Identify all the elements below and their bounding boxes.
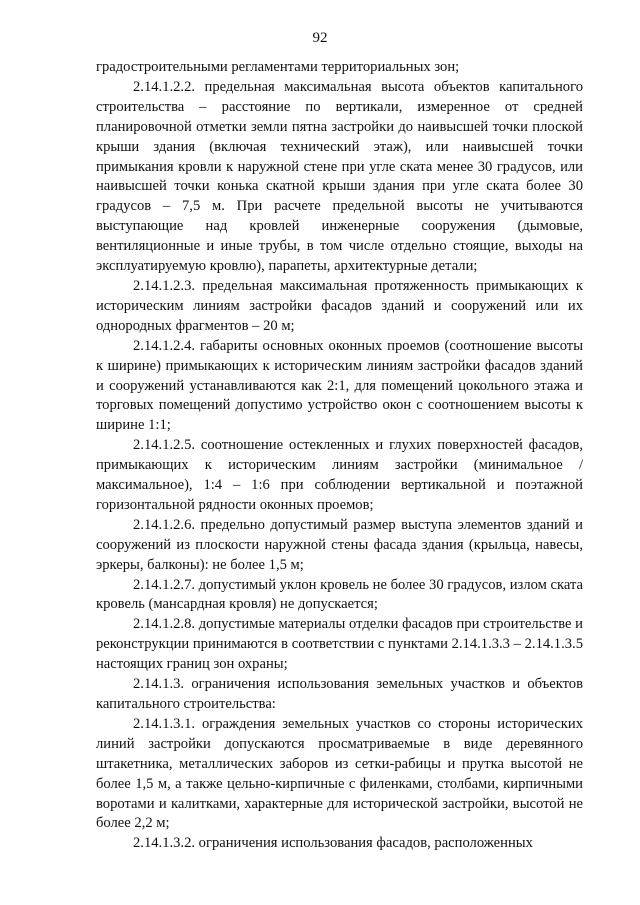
paragraph-2-14-1-2-4: 2.14.1.2.4. габариты основных оконных проемов (соотношение высоты к ширине) примыкающих к историческим линиям застройки фасадов зданий и сооружений устанавливаются как 2:1, для помещений цокольного этажа и торговых помещений допустимо устройство окон с соотношением высоты к ширине 1:1; xyxy=(96,337,583,434)
paragraph-2-14-1-3-1: 2.14.1.3.1. ограждения земельных участков со стороны исторических линий застройки допускаются просматриваемые в виде деревянного штакетника, металлических заборов из сетки-рабицы и прутка высотой не более 1,5 м, а также цельно-кирпичные с филенками, столбами, кирпичными воротами и калитками, характерные для исторической застройки, высотой не более 2,2 м; xyxy=(96,715,583,832)
paragraph-2-14-1-3-2: 2.14.1.3.2. ограничения использования фасадов, расположенных xyxy=(133,835,533,852)
paragraph-2-14-1-2-2: 2.14.1.2.2. предельная максимальная высота объектов капитального строительства – расстояние по вертикали, измеренное от средней планировочной отметки земли пятна застройки до наивысшей точки плоской крыши здания (включая технический этаж), или наивысшей точки примыкания кровли к наружной стене при угле ската менее 30 градусов, или наивысшей точки конька скатной крыши здания при угле ската более 30 градусов – 7,5 м. При расчете предельной высоты не учитываются выступающие над кровлей инженерные сооружения (дымовые, вентиляционные и иные трубы, в том числе отдельно стоящие, выходы на эксплуатируемую кровлю), парапеты, архитектурные детали; xyxy=(96,78,583,275)
paragraph-2-14-1-2-5: 2.14.1.2.5. соотношение остекленных и глухих поверхностей фасадов, примыкающих к историческим линиям застройки (минимальное / максимальное), 1:4 – 1:6 при соблюдении вертикальной и поэтажной горизонтальной рядности оконных проемов; xyxy=(96,437,583,513)
document-body xyxy=(96,58,583,854)
paragraph-2-14-1-2-6: 2.14.1.2.6. предельно допустимый размер выступа элементов зданий и сооружений из плоскости наружной стены фасада здания (крыльца, навесы, эркеры, балконы): не более 1,5 м; xyxy=(96,516,583,573)
paragraph-continuation: градостроительными регламентами территориальных зон; xyxy=(96,59,460,75)
paragraph-2-14-1-3: 2.14.1.3. ограничения использования земельных участков и объектов капитального строительства: xyxy=(96,676,583,712)
page-number: 92 xyxy=(312,30,328,46)
paragraph-2-14-1-2-3: 2.14.1.2.3. предельная максимальная протяженность примыкающих к историческим линиям застройки фасадов зданий и сооружений или их однородных фрагментов – 20 м; xyxy=(96,277,583,334)
paragraph-2-14-1-2-8: 2.14.1.2.8. допустимые материалы отделки фасадов при строительстве и реконструкции принимаются в соответствии с пунктами 2.14.1.3.3 – 2.14.1.3.5 настоящих границ зон охраны; xyxy=(96,616,583,673)
paragraph-2-14-1-2-7: 2.14.1.2.7. допустимый уклон кровель не более 30 градусов, излом ската кровель (мансардная кровля) не допускается; xyxy=(96,576,583,613)
